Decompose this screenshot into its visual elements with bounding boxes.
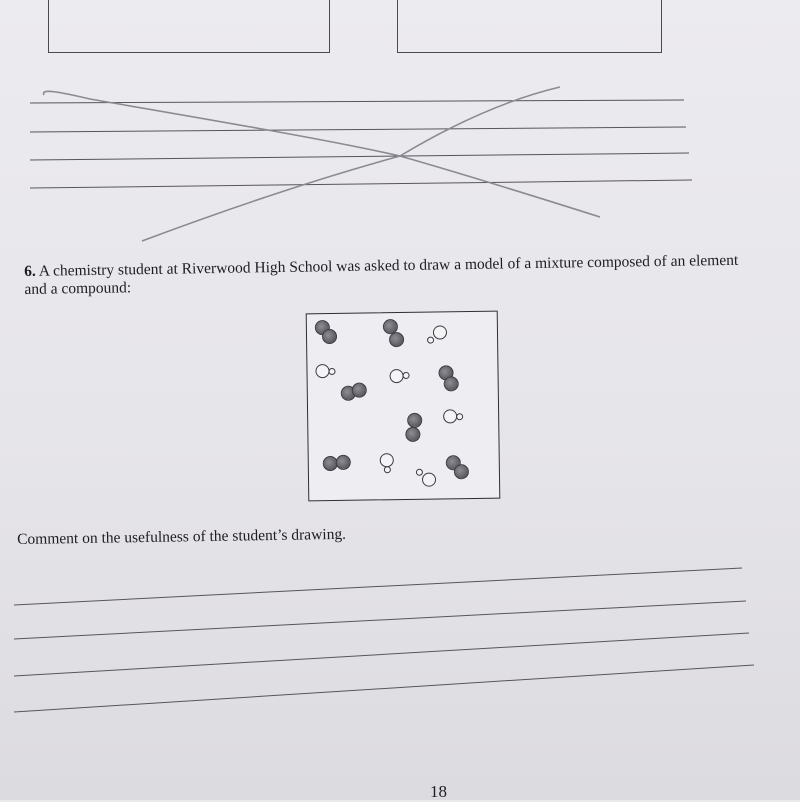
molecule-compound [307,312,497,315]
answer-line [14,665,754,712]
question-number: 6. [24,262,36,280]
white-atom [389,369,403,383]
white-atom [416,469,423,476]
pencil-cross-mark [142,87,560,241]
answer-line [14,633,749,676]
molecule-element [307,312,497,315]
dark-atom [407,413,422,428]
molecule-element [307,312,497,315]
white-atom [403,372,410,379]
white-atom [456,413,463,420]
answer-line [14,568,742,605]
white-atom [422,473,436,487]
white-atom [328,368,335,375]
dark-atom [336,455,351,470]
molecule-compound [307,312,497,315]
dark-atom [389,332,404,347]
answer-line [30,180,692,188]
molecule-compound [307,312,497,315]
dark-atom [444,376,459,391]
dark-atom [405,427,420,442]
answer-line [14,601,746,639]
dark-atom [454,464,469,479]
molecule-element [307,312,497,315]
answer-line [30,153,689,160]
white-atom [315,364,329,378]
comment-prompt: Comment on the usefulness of the student’s drawing. [17,525,347,548]
white-atom [380,453,394,467]
answer-line [30,100,684,103]
molecule-element [307,312,497,315]
molecule-element [307,312,497,315]
molecule-element [307,312,497,315]
pencil-cross-mark [43,91,600,217]
molecule-element [307,312,497,315]
dark-atom [322,329,337,344]
question-text: A chemistry student at Riverwood High School was asked to draw a model of a mixture composed of an element and a compound: [24,251,739,298]
white-atom [443,409,457,423]
molecule-compound [307,312,497,315]
answer-line [30,127,686,132]
mixture-model-figure [306,311,501,502]
molecule-compound [307,312,497,315]
molecule-compound [307,312,497,315]
white-atom [384,466,391,473]
page-number: 18 [430,782,447,801]
white-atom [427,337,434,344]
dark-atom [352,383,367,398]
white-atom [433,325,447,339]
